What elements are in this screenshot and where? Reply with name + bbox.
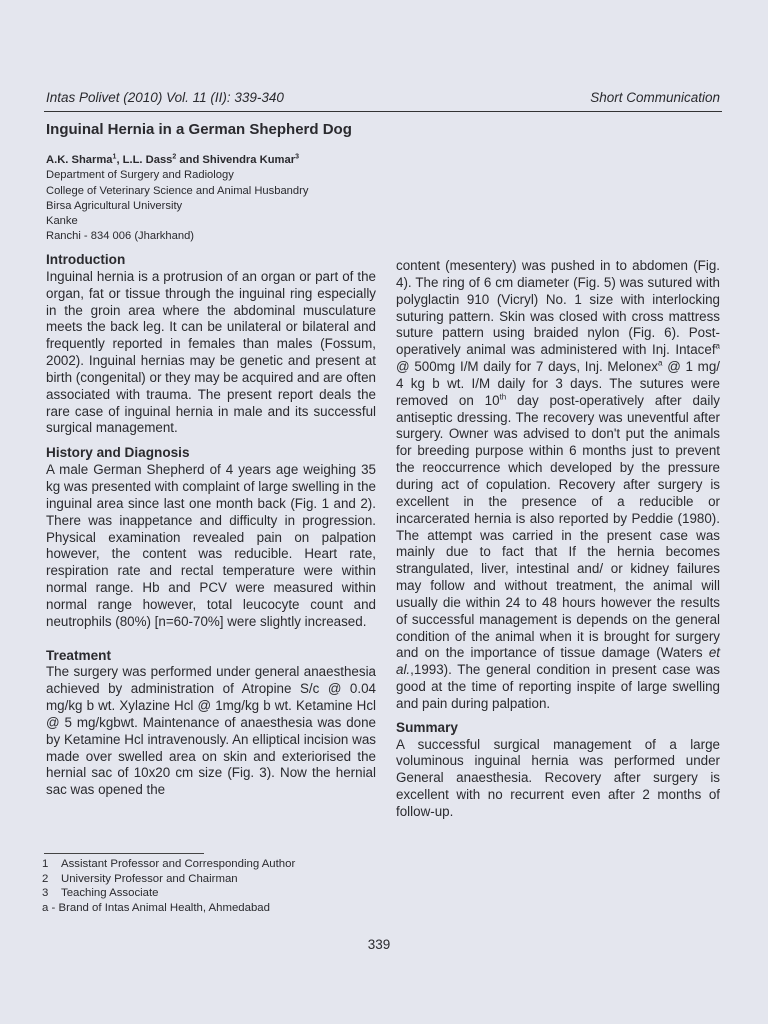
summary-body: A successful surgical management of a large voluminous inguinal hernia was performed under General anaesthesia. Recovery after surgery is excellent with no recurrent even after 2 months of follow-up. (396, 736, 720, 819)
author-sep-1: , (116, 154, 123, 166)
history-body: A male German Shepherd of 4 years age weighing 35 kg was presented with complaint of large swelling in the inguinal area since last one month back (Fig. 1 and 2). There was inappetance and difficulty in progression. Physical examination revealed pain on palpation however, the content was reducible. Heart rate, respiration rate and rectal temperature were within normal range. Hb and PCV were measured within normal range however, total leucocyte count and neutrophils (80%) [n=60-70%] were slightly increased. (46, 462, 376, 629)
page-number: 339 (367, 937, 391, 952)
footnote: 1 Assistant Professor and Corresponding Author (42, 858, 296, 870)
affiliation-line: Kanke (46, 215, 78, 228)
author-2: L.L. Dass (122, 154, 173, 166)
section-type: Short Communication (590, 90, 720, 105)
running-header (46, 90, 720, 110)
author-3-sup: 3 (295, 153, 299, 161)
treatment-heading: Treatment (46, 647, 111, 663)
summary-heading: Summary (396, 719, 458, 735)
header-rule (44, 111, 722, 112)
affiliation-line: College of Veterinary Science and Animal Husbandry (46, 184, 309, 197)
author-sep-2: and (176, 154, 203, 166)
footnote-rule (44, 853, 204, 854)
article-title: Inguinal Hernia in a German Shepherd Dog (46, 121, 352, 138)
journal-citation: Intas Polivet (2010) Vol. 11 (II): 339-340 (46, 90, 284, 105)
footnote: a - Brand of Intas Animal Health, Ahmedabad (42, 902, 270, 915)
affiliation-line: Ranchi - 834 006 (Jharkhand) (46, 230, 195, 243)
author-block (46, 153, 406, 245)
treatment-continued: content (mesentery) was pushed in to abdomen (Fig. 4). The ring of 6 cm diameter (Fig. 5) was sutured with polyglactin 910 (Vicryl) No. 1 size with interlocking suturing pattern. Skin was closed with cross mattress suture pattern using braided nylon (Fig. 6). Post-operatively animal was administered with Inj. Intacef$^a$ @ 500mg I/M daily for 7 days, Inj. Melonex$^a$ @ 1 mg/ 4 kg b wt. I/M daily for 3 days. The sutures were removed on 10th day post-operatively after daily antiseptic dressing. The recovery was uneventful after surgery. Owner was advised to don't put the animals for breeding purpose within 6 months just to prevent the reoccurrence which developed by the pressure during act of copulation. Recovery after surgery is excellent in the presence of a reducible or incarcerated hernia is also reported by Peddie (1980). The attempt was carried in the present case was mainly due to fact that If the hernia becomes strangulated, liver, intestinal and/ or kidney failures may follow and without treatment, the animal will usually die within 24 to 48 hours however the results of successful management is depends on the general condition of the animal when it is brought for surgery and on the importance of tissue damage (Waters et al.,1993). The general condition in present case was good at the time of reporting inspite of large swelling and pain during palpation. (396, 258, 720, 711)
author-1: A.K. Sharma (46, 154, 113, 166)
author-3: Shivendra Kumar (202, 154, 296, 166)
history-heading: History and Diagnosis (46, 445, 190, 461)
introduction-heading: Introduction (46, 252, 126, 267)
treatment-body: The surgery was performed under general anaesthesia achieved by administration of Atropine S/c @ 0.04 mg/kg b wt. Xylazine Hcl @ 1mg/kg b wt. Ketamine Hcl @ 5 mg/kgbwt. Maintenance of anaesthesia was done by Ketamine Hcl intravenously. An elliptical incision was made over swelled area on skin and exteriorised the hernial sac of 10x20 cm size (Fig. 3). Now the hernial sac was opened the (46, 664, 376, 798)
right-column (396, 258, 720, 821)
left-column (46, 252, 376, 799)
author-1-sup: 1 (112, 153, 117, 161)
affiliation-line: Birsa Agricultural University (46, 199, 183, 212)
footnote: 2 University Professor and Chairman (42, 872, 238, 885)
footnotes (42, 857, 295, 916)
author-2-sup: 2 (172, 153, 177, 161)
footnote: 3 Teaching Associate (42, 887, 159, 900)
author-names (46, 153, 406, 168)
affiliation-line: Department of Surgery and Radiology (46, 169, 234, 182)
introduction-body: Inguinal hernia is a protrusion of an organ or part of the organ, fat or tissue through the inguinal ring especially in the groin area where the abdominal musculature meets the back leg. It can be unilateral or bilateral and frequently reported in females than males (Fossum, 2002). Inguinal hernias may be genetic and present at birth (congenital) or they may be acquired and are often associated with trauma. The present report deals the rare case of inguinal hernia in male and its successful surgical management. (46, 268, 376, 436)
